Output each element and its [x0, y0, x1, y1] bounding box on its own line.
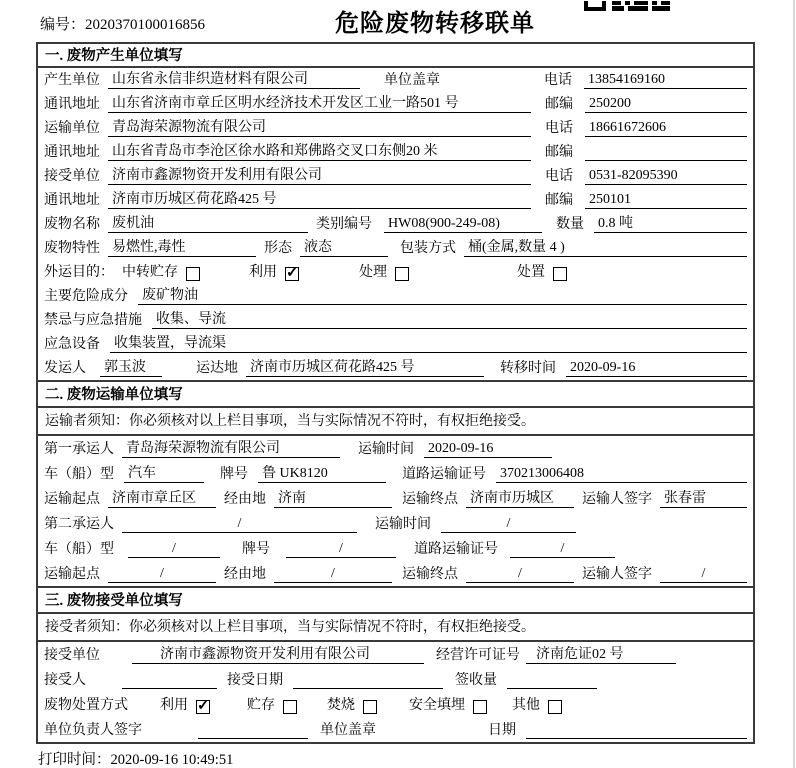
producer-phone-label: 电话 [544, 73, 572, 88]
transport-end-value: 济南市历城区 [466, 490, 574, 508]
accept-date-value [293, 671, 443, 689]
checkbox-group [359, 264, 409, 281]
serial-value: 2020370100016856 [85, 17, 206, 33]
transfer-time-label: 转移时间 [500, 361, 556, 376]
receiver-notice: 接受者须知：你必须核对以上栏目事项，当与实际情况不符时，有权拒绝接受。 [38, 614, 753, 642]
transporter-address-value: 山东省青岛市李沧区徐水路和郑佛路交叉口东侧20 米 [108, 143, 531, 161]
responsible-sign-label: 单位负责人签字 [44, 723, 142, 738]
vehicle-type2-value: / [128, 540, 220, 558]
vehicle-type2-label: 车（船）型 [44, 542, 114, 557]
disposal-store-label: 贮存 [247, 698, 275, 713]
form-row [38, 692, 753, 717]
checkbox-group [247, 697, 297, 714]
second-carrier-label: 第二承运人 [44, 517, 114, 532]
disposal-utilize-label: 利用 [160, 698, 188, 713]
transport-time-label: 运输时间 [358, 442, 414, 457]
plate-number-value: 鲁 UK8120 [258, 465, 386, 483]
road-permit-label: 道路运输证号 [402, 467, 486, 482]
section3-title: 三. 废物接受单位填写 [38, 588, 753, 614]
plate-number2-value: / [286, 540, 396, 558]
first-carrier-value: 青岛海荣源物流有限公司 [122, 440, 340, 458]
print-time [38, 748, 233, 768]
section1-title: 一. 废物产生单位填写 [38, 44, 753, 68]
emergency-equipment-label: 应急设备 [44, 337, 100, 352]
form-row [38, 236, 753, 260]
form-row [38, 332, 753, 356]
manifest-form [36, 42, 755, 744]
disposal-store-checkbox [283, 700, 297, 714]
section-transporter [38, 380, 753, 586]
producer-unit-value: 山东省永信非织造材料有限公司 [108, 71, 360, 89]
section-receiver [38, 586, 753, 742]
utilize-label: 利用 [249, 265, 277, 280]
transport-time-value: 2020-09-16 [424, 440, 552, 458]
transport-end2-label: 运输终点 [402, 567, 458, 582]
packaging-value: 桶(金属,数量 4 ) [464, 239, 747, 257]
transport-origin2-value: / [108, 565, 216, 583]
waste-name-value: 废机油 [108, 215, 308, 233]
plate-number-label: 牌号 [220, 467, 248, 482]
unit-seal2-label: 单位盖章 [320, 723, 376, 738]
page-title: 危险废物转移联单 [335, 11, 535, 37]
accept-person-label: 接受人 [44, 673, 86, 688]
waste-property-label: 废物特性 [44, 241, 100, 256]
waste-quantity-value: 0.8 吨 [594, 215, 747, 233]
accept-unit-value: 济南市鑫源物资开发利用有限公司 [132, 646, 424, 664]
transfer-storage-checkbox [186, 267, 200, 281]
form-row [38, 116, 753, 140]
transport-time2-value: / [441, 515, 576, 533]
receiver-zip-value: 250101 [585, 191, 747, 209]
producer-zip-value: 250200 [585, 95, 747, 113]
transfer-time-value: 2020-09-16 [566, 359, 747, 377]
producer-unit-label: 产生单位 [44, 73, 100, 88]
screen-edge-line [793, 0, 795, 768]
form-row [38, 140, 753, 164]
checkbox-group [122, 264, 200, 281]
transport-origin2-label: 运输起点 [44, 567, 100, 582]
license-number-value: 济南危证02 号 [526, 646, 676, 664]
receiver-address-label: 通讯地址 [44, 193, 100, 208]
via2-label: 经由地 [224, 567, 266, 582]
carrier-sign2-label: 运输人签字 [582, 567, 652, 582]
second-carrier-value: / [122, 515, 357, 533]
transporter-phone-value: 18661672606 [585, 119, 747, 137]
vehicle-type-value: 汽车 [124, 465, 204, 483]
disposal-method-label: 废物处置方式 [44, 698, 128, 713]
section-producer [38, 44, 753, 380]
form-row [38, 188, 753, 212]
packaging-label: 包装方式 [400, 241, 456, 256]
carrier-sign-value: 张春雷 [660, 490, 747, 508]
form-row [38, 717, 753, 742]
form-row [38, 68, 753, 92]
accept-person-value [122, 671, 217, 689]
contraindication-label: 禁忌与应急措施 [44, 313, 142, 328]
disposal-other-label: 其他 [512, 698, 540, 713]
form-row [38, 308, 753, 332]
form-row [38, 486, 753, 511]
form-row [38, 212, 753, 236]
shipper-value: 郭玉波 [100, 359, 162, 377]
waste-form-label: 形态 [264, 241, 292, 256]
shipper-label: 发运人 [44, 361, 86, 376]
contraindication-value: 收集、导流 [152, 311, 747, 329]
producer-address-value: 山东省济南市章丘区明水经济技术开发区工业一路501 号 [108, 95, 531, 113]
transporter-zip-label: 邮编 [545, 145, 573, 160]
receiver-zip-label: 邮编 [545, 193, 573, 208]
disposal-landfill-checkbox [473, 700, 487, 714]
waste-category-label: 类别编号 [316, 217, 372, 232]
received-quantity-value [507, 671, 597, 689]
road-permit2-label: 道路运输证号 [414, 542, 498, 557]
form-row [38, 284, 753, 308]
receiver-address-value: 济南市历城区荷花路425 号 [108, 191, 531, 209]
waste-name-label: 废物名称 [44, 217, 100, 232]
received-quantity-label: 签收量 [455, 673, 497, 688]
form-row [38, 356, 753, 380]
via2-value: / [274, 565, 392, 583]
form-row [38, 164, 753, 188]
receiver-unit-label: 接受单位 [44, 169, 100, 184]
form-row [38, 436, 753, 461]
carrier-sign2-value: / [660, 565, 747, 583]
utilize-checkbox [285, 267, 299, 281]
accept-unit-label: 接受单位 [44, 648, 100, 663]
checkbox-group [517, 264, 567, 281]
checkbox-group [512, 697, 562, 714]
dispose-checkbox [553, 267, 567, 281]
waste-form-value: 液态 [300, 239, 388, 257]
transfer-purpose-label: 外运目的： [44, 265, 114, 280]
receiver-phone-label: 电话 [545, 169, 573, 184]
checkbox-group [249, 264, 299, 281]
accept-date-label: 接受日期 [227, 673, 283, 688]
disposal-utilize-checkbox [196, 700, 210, 714]
transporter-notice: 运输者须知：你必须核对以上栏目事项，当与实际情况不符时，有权拒绝接受。 [38, 408, 753, 436]
waste-category-value: HW08(900-249-08) [384, 215, 542, 233]
first-carrier-label: 第一承运人 [44, 442, 114, 457]
destination-label: 运达地 [196, 361, 238, 376]
form-row [38, 536, 753, 561]
license-number-label: 经营许可证号 [436, 648, 520, 663]
road-permit-value: 370213006408 [496, 465, 747, 483]
transporter-zip-value [585, 143, 747, 161]
form-row [38, 511, 753, 536]
responsible-sign-value [198, 721, 308, 739]
hazard-component-value: 废矿物油 [138, 287, 747, 305]
serial-label: 编号： [40, 17, 86, 33]
checkbox-group [160, 697, 210, 714]
form-row [38, 561, 753, 586]
producer-address-label: 通讯地址 [44, 97, 100, 112]
producer-phone-value: 13854169160 [584, 71, 747, 89]
via-label: 经由地 [224, 492, 266, 507]
print-time-label: 打印时间： [38, 752, 111, 768]
transporter-address-label: 通讯地址 [44, 145, 100, 160]
waste-property-value: 易燃性,毒性 [108, 239, 256, 257]
disposal-incinerate-checkbox [363, 700, 377, 714]
dispose-label: 处置 [517, 265, 545, 280]
carrier-sign-label: 运输人签字 [582, 492, 652, 507]
unit-seal-label: 单位盖章 [384, 73, 440, 88]
checkbox-group [409, 697, 487, 714]
treat-checkbox [395, 267, 409, 281]
transfer-storage-label: 中转贮存 [122, 265, 178, 280]
treat-label: 处理 [359, 265, 387, 280]
disposal-other-checkbox [548, 700, 562, 714]
transporter-unit-value: 青岛海荣源物流有限公司 [108, 119, 531, 137]
section2-title: 二. 废物运输单位填写 [38, 382, 753, 408]
emergency-equipment-value: 收集装置，导流渠 [110, 335, 747, 353]
transport-end-label: 运输终点 [402, 492, 458, 507]
form-row [38, 92, 753, 116]
disposal-landfill-label: 安全填埋 [409, 698, 465, 713]
print-time-value: 2020-09-16 10:49:51 [110, 752, 234, 768]
form-row [38, 667, 753, 692]
destination-value: 济南市历城区荷花路425 号 [246, 359, 484, 377]
transport-origin-value: 济南市章丘区 [108, 490, 216, 508]
checkbox-group [327, 697, 377, 714]
date-label: 日期 [488, 723, 516, 738]
form-row [38, 642, 753, 667]
transport-origin-label: 运输起点 [44, 492, 100, 507]
hazard-component-label: 主要危险成分 [44, 289, 128, 304]
transporter-unit-label: 运输单位 [44, 121, 100, 136]
plate-number2-label: 牌号 [242, 542, 270, 557]
waste-quantity-label: 数量 [556, 217, 584, 232]
transport-time2-label: 运输时间 [375, 517, 431, 532]
disposal-incinerate-label: 焚烧 [327, 698, 355, 713]
date-value [526, 721, 747, 739]
form-row [38, 260, 753, 284]
form-row [38, 461, 753, 486]
receiver-phone-value: 0531-82095390 [585, 167, 747, 185]
receiver-unit-value: 济南市鑫源物资开发利用有限公司 [108, 167, 531, 185]
vehicle-type-label: 车（船）型 [44, 467, 114, 482]
transport-end2-value: / [466, 565, 574, 583]
road-permit2-value: / [510, 540, 615, 558]
producer-zip-label: 邮编 [545, 97, 573, 112]
via-value: 济南 [274, 490, 392, 508]
transporter-phone-label: 电话 [545, 121, 573, 136]
